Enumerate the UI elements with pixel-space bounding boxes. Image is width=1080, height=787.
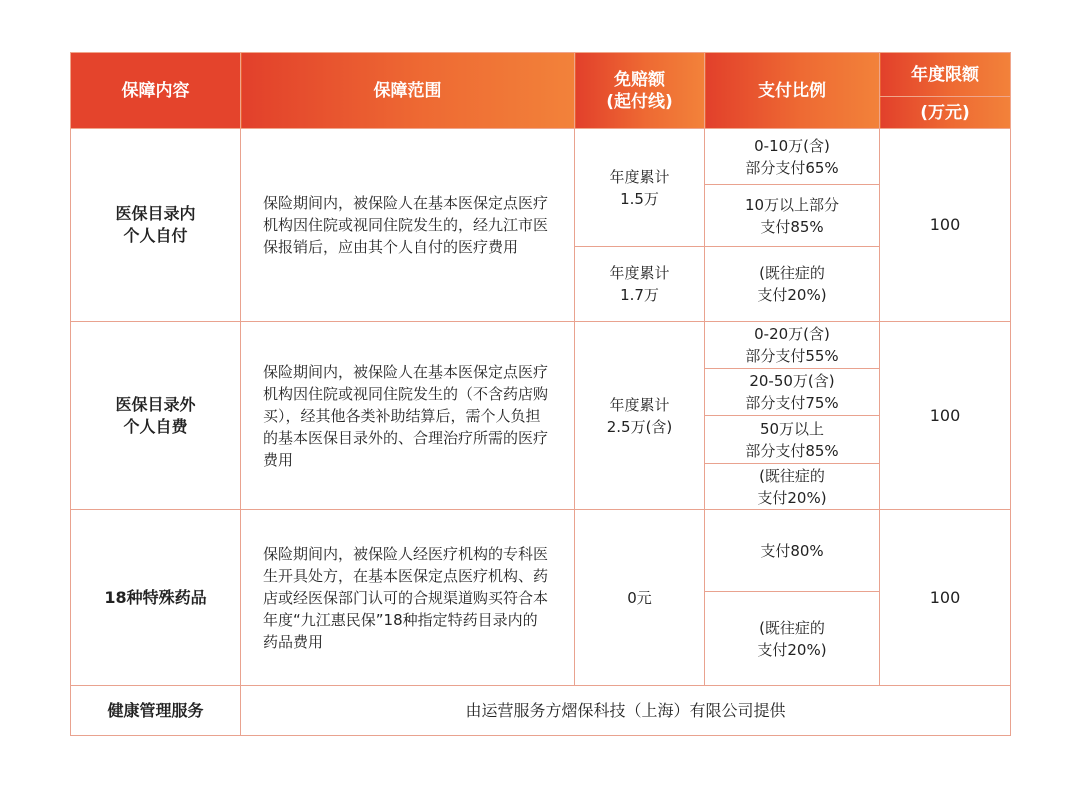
category-cell bbox=[71, 322, 241, 510]
scope-cell: 保险期间内，被保险人在基本医保定点医疗机构因住院或视同住院发生的（不含药店购买），经其他各类补助结算后，需个人负担的基本医保目录外的、合理治疗所需的医疗费用 bbox=[241, 322, 575, 510]
health-management-label: 健康管理服务 bbox=[71, 686, 241, 736]
ratio-line2: 部分支付55% bbox=[745, 347, 839, 365]
ratio-line1: 0-20万(含) bbox=[754, 325, 830, 343]
ratio-line2: 支付85% bbox=[760, 217, 824, 236]
ratio-cell bbox=[705, 416, 880, 464]
ratio-line1: (既往症的 bbox=[759, 466, 825, 485]
limit-cell: 100 bbox=[880, 322, 1011, 510]
ratio-cell bbox=[705, 129, 880, 185]
header-coverage-content: 保障内容 bbox=[71, 53, 241, 129]
health-management-text: 由运营服务方熠保科技（上海）有限公司提供 bbox=[241, 686, 1011, 736]
deductible-line1: 年度累计 bbox=[609, 395, 670, 414]
header-deductible bbox=[575, 53, 705, 129]
ratio-line2: 支付20%) bbox=[757, 488, 827, 507]
deductible-line1: 年度累计 bbox=[609, 264, 670, 282]
header-coverage-scope: 保障范围 bbox=[241, 53, 575, 129]
category-line2: 个人自费 bbox=[123, 416, 188, 436]
deductible-line2: 2.5万(含) bbox=[606, 417, 673, 436]
category-line2: 个人自付 bbox=[123, 226, 188, 245]
ratio-line1: (既往症的 bbox=[759, 618, 825, 637]
ratio-line1: 20-50万(含) bbox=[749, 372, 835, 390]
ratio-line1: 0-10万(含) bbox=[754, 136, 830, 155]
deductible-line2: 1.7万 bbox=[620, 286, 659, 304]
ratio-line2: 部分支付85% bbox=[745, 441, 839, 460]
deductible-cell: 0元 bbox=[575, 510, 705, 686]
deductible-cell bbox=[575, 247, 705, 322]
header-annual-limit-unit: (万元) bbox=[880, 97, 1011, 129]
deductible-cell bbox=[575, 129, 705, 247]
table-row bbox=[71, 129, 1011, 185]
ratio-cell bbox=[705, 592, 880, 686]
ratio-line1: 10万以上部分 bbox=[744, 195, 840, 214]
header-payment-ratio: 支付比例 bbox=[705, 53, 880, 129]
ratio-cell: 支付80% bbox=[705, 510, 880, 592]
category-cell bbox=[71, 129, 241, 322]
deductible-line1: 年度累计 bbox=[609, 167, 670, 186]
ratio-line2: 支付20%) bbox=[757, 286, 827, 304]
deductible-line2: 1.5万 bbox=[620, 189, 659, 208]
ratio-cell bbox=[705, 185, 880, 247]
scope-cell: 保险期间内，被保险人经医疗机构的专科医生开具处方，在基本医保定点医疗机构、药店或经医保部门认可的合规渠道购买符合本年度“九江惠民保”18种指定特药目录内的药品费用 bbox=[241, 510, 575, 686]
ratio-cell bbox=[705, 464, 880, 510]
limit-cell: 100 bbox=[880, 510, 1011, 686]
table-row bbox=[71, 686, 1011, 736]
ratio-line1: (既往症的 bbox=[759, 264, 825, 282]
ratio-cell bbox=[705, 369, 880, 416]
scope-cell: 保险期间内，被保险人在基本医保定点医疗机构因住院或视同住院发生的，经九江市医保报销后，应由其个人自付的医疗费用 bbox=[241, 129, 575, 322]
ratio-cell bbox=[705, 322, 880, 369]
ratio-cell bbox=[705, 247, 880, 322]
table-row bbox=[71, 322, 1011, 369]
category-line1: 医保目录外 bbox=[115, 394, 196, 414]
limit-cell: 100 bbox=[880, 129, 1011, 322]
ratio-line1: 50万以上 bbox=[759, 419, 825, 438]
ratio-line2: 部分支付65% bbox=[745, 158, 839, 177]
ratio-line2: 部分支付75% bbox=[745, 394, 839, 412]
deductible-cell bbox=[575, 322, 705, 510]
table-row bbox=[71, 510, 1011, 592]
category-line1: 医保目录内 bbox=[115, 204, 196, 223]
coverage-table bbox=[70, 52, 1011, 736]
header-annual-limit: 年度限额 bbox=[880, 53, 1011, 97]
header-deductible-line1: 免赔额 bbox=[614, 69, 665, 90]
category-cell: 18种特殊药品 bbox=[71, 510, 241, 686]
header-deductible-line2: (起付线) bbox=[606, 91, 673, 112]
ratio-line2: 支付20%) bbox=[757, 640, 827, 659]
